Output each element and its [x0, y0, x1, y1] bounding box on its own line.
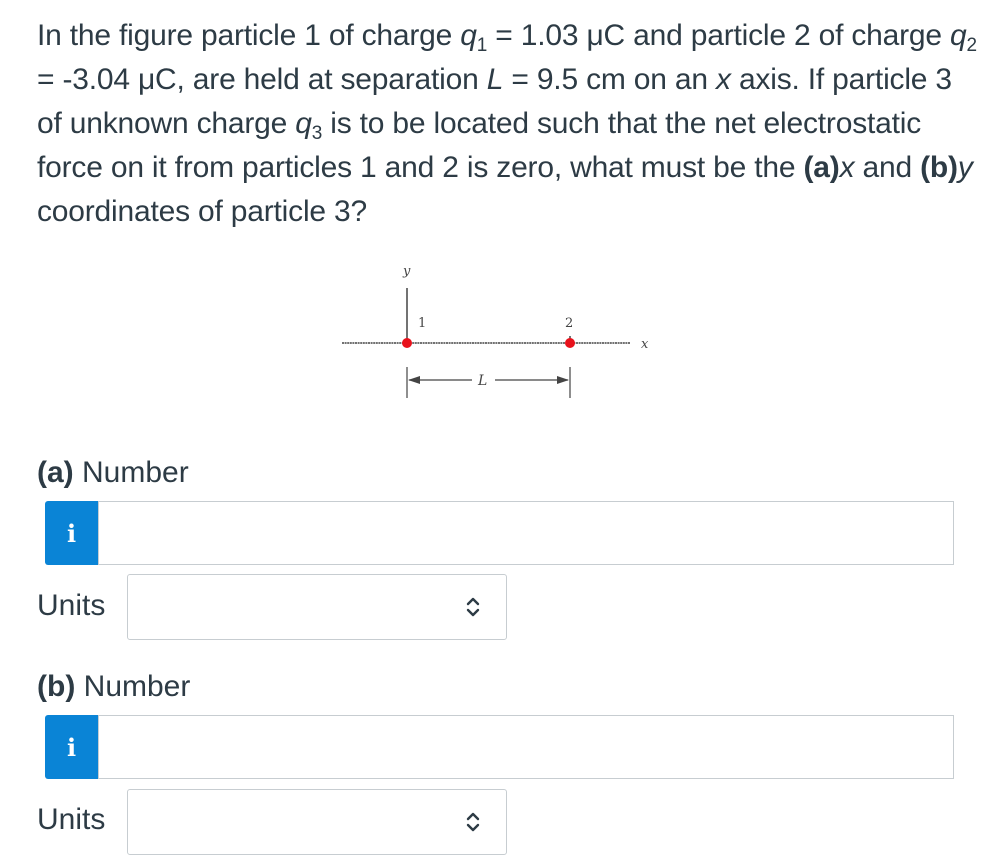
- part-b-label: (b) Number: [37, 670, 191, 703]
- charge-diagram: [335, 258, 675, 403]
- part-b-number-input[interactable]: [98, 715, 954, 779]
- question-text: In the figure particle 1 of charge $q_1 = 1.03$ μC and particle 2 of charge $q_2 = -3.04$ μC, are held at separation L = 9.5 cm on an x axis. If particle 3 of unknown charge $q_3$ is to be located such that the net electrostatic force on it from particles 1 and 2 is zero, what must be the (a)x and (b)y coordinates of particle 3?: [37, 19, 977, 228]
- dim-arrow-left: [408, 376, 420, 384]
- particle-1: [402, 338, 412, 348]
- part-a-label: (a) Number: [37, 456, 189, 489]
- part-a-units-label: Units: [37, 589, 106, 622]
- chevron-up-down-icon: [466, 596, 480, 618]
- part-b-units-select[interactable]: [127, 789, 507, 855]
- part-a-number-input[interactable]: [98, 501, 954, 565]
- x-axis-label: x: [641, 337, 649, 352]
- part-a-number-row: [45, 501, 954, 565]
- part-b-number-row: [45, 715, 954, 779]
- particle-2: [565, 338, 575, 348]
- particle-2-label: 2: [565, 316, 574, 331]
- dim-arrow-right: [557, 376, 569, 384]
- part-b-units-label: Units: [37, 803, 106, 836]
- part-a-info-icon[interactable]: i: [45, 501, 98, 565]
- chevron-up-down-icon: [466, 811, 480, 833]
- y-axis-label: y: [403, 264, 411, 279]
- separation-label: L: [478, 373, 488, 389]
- part-a-units-select[interactable]: [127, 574, 507, 640]
- particle-1-label: 1: [418, 316, 427, 331]
- part-b-info-icon[interactable]: i: [45, 715, 98, 779]
